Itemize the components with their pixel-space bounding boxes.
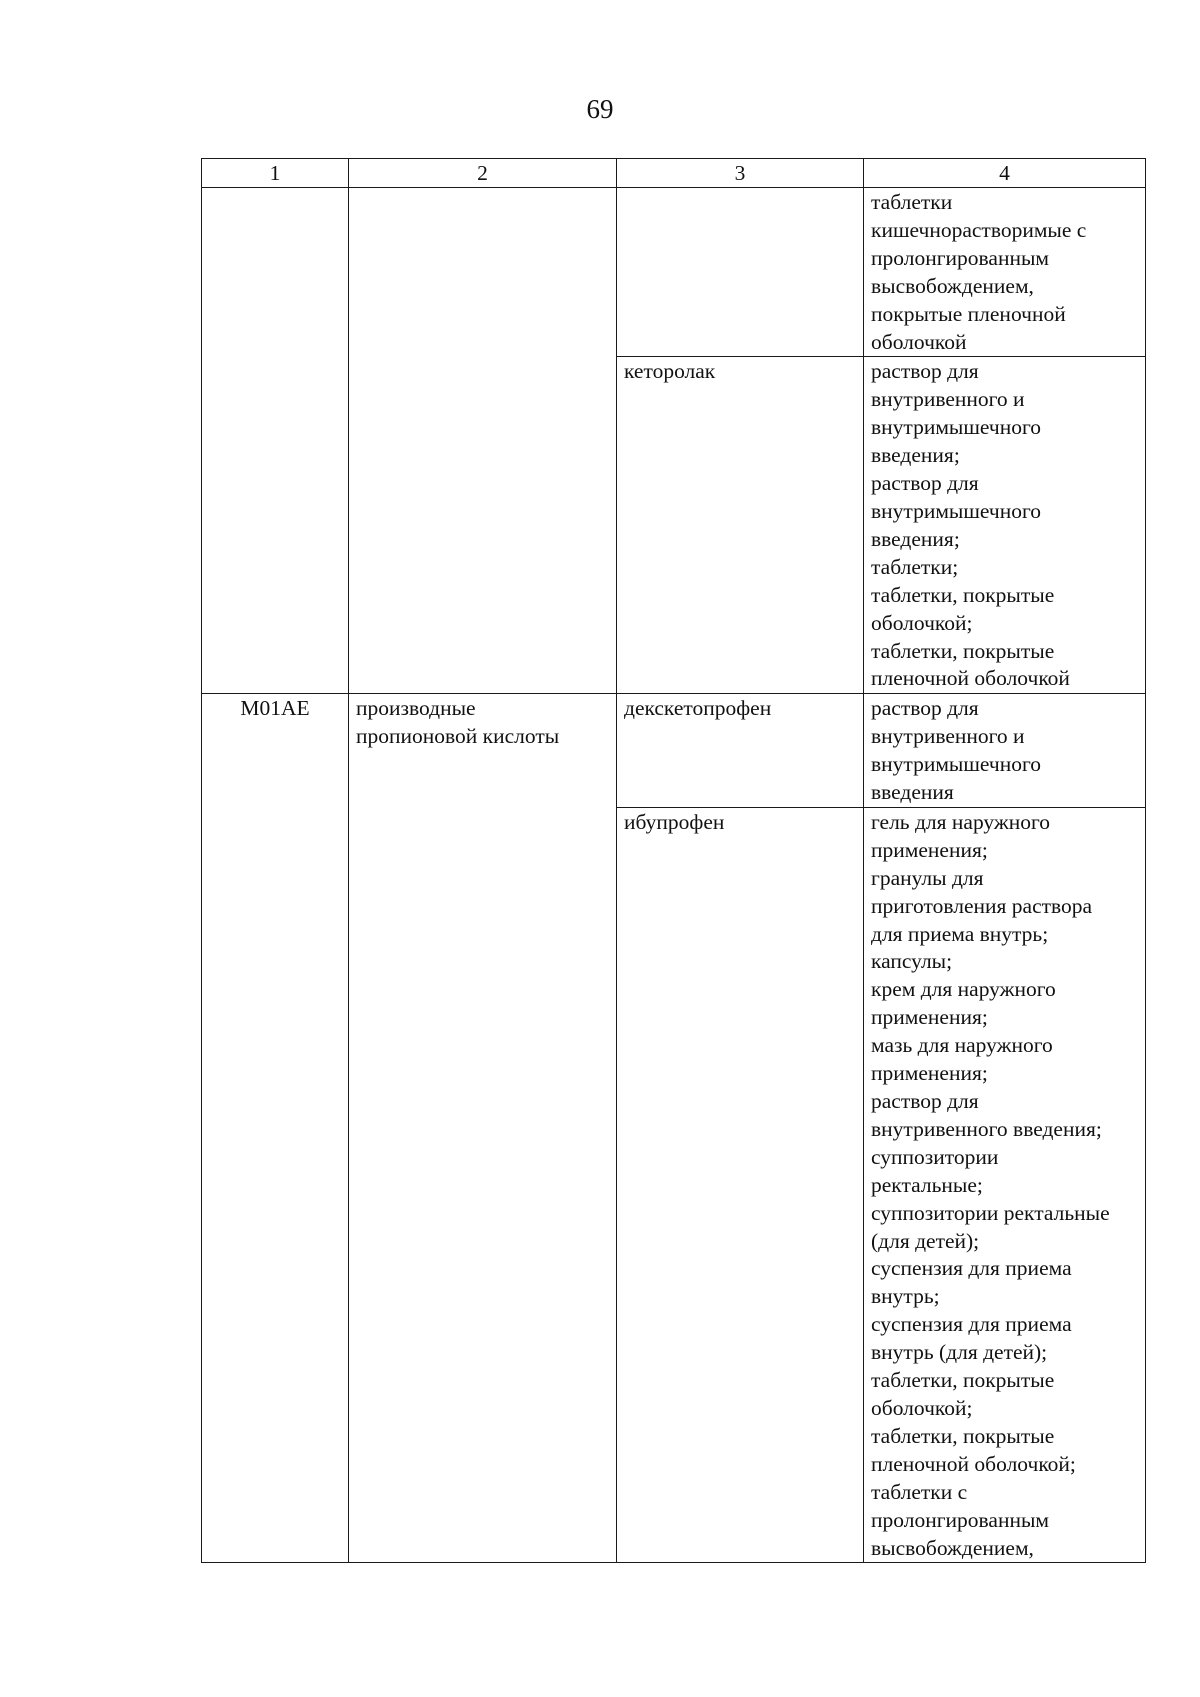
table-row: [202, 188, 1146, 357]
dosage-forms-cell: гель для наружного применения; гранулы для приготовления раствора для приема внутрь; капсулы; крем для наружного применения; мазь для наружного применения; раствор для внутривенного введения; суппозитории ректальные; суппозитории ректальные (для детей); суспензия для приема внутрь; суспензия для приема внутрь (для детей); таблетки, покрытые оболочкой; таблетки, покрытые пленочной оболочкой; таблетки с пролонгированным высвобождением,: [864, 807, 1146, 1562]
dosage-forms-cell: раствор для внутривенного и внутримышечного введения: [864, 694, 1146, 808]
table-row: [202, 694, 1146, 808]
substance-cell: [617, 188, 864, 357]
atc-code-cell: M01AE: [202, 694, 349, 1563]
dosage-forms-cell: раствор для внутривенного и внутримышечного введения; раствор для внутримышечного введения; таблетки; таблетки, покрытые оболочкой; таблетки, покрытые пленочной оболочкой: [864, 357, 1146, 694]
column-header-3: 3: [617, 159, 864, 188]
atc-code-cell: [202, 188, 349, 694]
substance-cell: кеторолак: [617, 357, 864, 694]
page-number: 69: [586, 94, 614, 124]
group-name-cell: [349, 188, 617, 694]
group-name-cell: производные пропионовой кислоты: [349, 694, 617, 1563]
substance-cell: ибупрофен: [617, 807, 864, 1562]
column-header-1: 1: [202, 159, 349, 188]
drug-table: [201, 158, 1146, 1563]
column-header-2: 2: [349, 159, 617, 188]
dosage-forms-cell: таблетки кишечнорастворимые с пролонгированным высвобождением, покрытые пленочной оболочкой: [864, 188, 1146, 357]
column-header-4: 4: [864, 159, 1146, 188]
substance-cell: декскетопрофен: [617, 694, 864, 808]
table-header-row: [202, 159, 1146, 188]
